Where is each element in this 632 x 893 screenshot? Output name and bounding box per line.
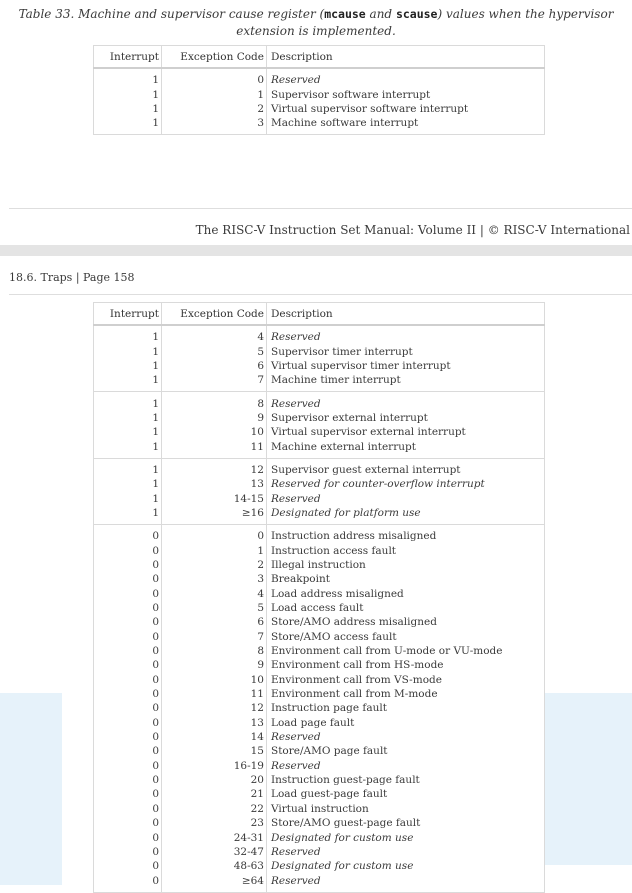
exception-code-cell: 32-47 — [162, 845, 267, 859]
exception-code-cell: 6 — [162, 359, 267, 373]
exception-code-cell: 21 — [162, 787, 267, 801]
description-cell: Load address misaligned — [267, 587, 545, 601]
row-group — [94, 458, 545, 524]
exception-code-cell: 13 — [162, 716, 267, 730]
interrupt-cell: 1 — [94, 425, 162, 439]
exception-code-cell: 12 — [162, 458, 267, 477]
row-group — [94, 325, 545, 392]
exception-code-cell: 11 — [162, 439, 267, 458]
interrupt-cell: 0 — [94, 543, 162, 557]
description-cell: Virtual supervisor external interrupt — [267, 425, 545, 439]
table-row — [94, 68, 545, 87]
interrupt-cell: 0 — [94, 644, 162, 658]
interrupt-cell: 0 — [94, 558, 162, 572]
interrupt-cell: 1 — [94, 439, 162, 458]
interrupt-cell: 0 — [94, 759, 162, 773]
interrupt-cell: 0 — [94, 773, 162, 787]
table-row — [94, 687, 545, 701]
description-cell: Supervisor guest external interrupt — [267, 458, 545, 477]
description-cell: Reserved — [267, 759, 545, 773]
description-cell: Reserved — [267, 845, 545, 859]
description-cell: Store/AMO address misaligned — [267, 615, 545, 629]
table-row — [94, 543, 545, 557]
row-group — [94, 392, 545, 458]
col-interrupt: Interrupt — [94, 46, 162, 69]
interrupt-cell: 1 — [94, 87, 162, 101]
exception-code-cell: 14 — [162, 730, 267, 744]
table-row — [94, 615, 545, 629]
exception-code-cell: 9 — [162, 411, 267, 425]
exception-code-cell: 20 — [162, 773, 267, 787]
exception-code-cell: 9 — [162, 658, 267, 672]
table-row — [94, 439, 545, 458]
description-cell: Load page fault — [267, 716, 545, 730]
description-cell: Reserved — [267, 325, 545, 344]
page-divider-bottom — [9, 208, 632, 209]
description-cell: Supervisor timer interrupt — [267, 344, 545, 358]
row-group — [94, 525, 545, 893]
interrupt-cell: 0 — [94, 673, 162, 687]
exception-code-cell: 6 — [162, 615, 267, 629]
table-row — [94, 525, 545, 544]
interrupt-cell: 1 — [94, 411, 162, 425]
table-row — [94, 325, 545, 344]
page-footer: The RISC-V Instruction Set Manual: Volume II | © RISC-V International — [195, 223, 630, 237]
table-row — [94, 644, 545, 658]
col-exception-code: Exception Code — [162, 46, 267, 69]
interrupt-cell: 0 — [94, 687, 162, 701]
description-cell: Store/AMO guest-page fault — [267, 816, 545, 830]
description-cell: Load guest-page fault — [267, 787, 545, 801]
exception-code-cell: 5 — [162, 344, 267, 358]
table-row — [94, 673, 545, 687]
watermark-right — [545, 693, 632, 865]
exception-code-cell: 13 — [162, 477, 267, 491]
table-row — [94, 859, 545, 873]
interrupt-cell: 1 — [94, 359, 162, 373]
description-cell: Breakpoint — [267, 572, 545, 586]
description-cell: Environment call from M-mode — [267, 687, 545, 701]
interrupt-cell: 1 — [94, 116, 162, 135]
table-row — [94, 773, 545, 787]
exception-code-cell: 3 — [162, 116, 267, 135]
mcause-register: mcause — [324, 7, 366, 21]
description-cell: Environment call from VS-mode — [267, 673, 545, 687]
table-row — [94, 716, 545, 730]
exception-code-cell: 4 — [162, 325, 267, 344]
interrupt-cell: 1 — [94, 325, 162, 344]
description-cell: Environment call from U-mode or VU-mode — [267, 644, 545, 658]
col-exception-code: Exception Code — [162, 303, 267, 326]
description-cell: Reserved — [267, 392, 545, 411]
table-row — [94, 787, 545, 801]
description-cell: Instruction page fault — [267, 701, 545, 715]
interrupt-cell: 1 — [94, 102, 162, 116]
description-cell: Load access fault — [267, 601, 545, 615]
table-row — [94, 845, 545, 859]
table-row — [94, 458, 545, 477]
interrupt-cell: 1 — [94, 477, 162, 491]
interrupt-cell: 0 — [94, 601, 162, 615]
exception-code-cell: 2 — [162, 102, 267, 116]
col-interrupt: Interrupt — [94, 303, 162, 326]
exception-code-cell: 8 — [162, 392, 267, 411]
description-cell: Virtual supervisor timer interrupt — [267, 359, 545, 373]
exception-code-cell: 0 — [162, 525, 267, 544]
cause-table-2 — [93, 302, 545, 893]
table-row — [94, 359, 545, 373]
table-row — [94, 759, 545, 773]
description-cell: Machine software interrupt — [267, 116, 545, 135]
exception-code-cell: 5 — [162, 601, 267, 615]
exception-code-cell: 7 — [162, 373, 267, 392]
table-row — [94, 601, 545, 615]
table-row — [94, 344, 545, 358]
interrupt-cell: 1 — [94, 392, 162, 411]
interrupt-cell: 0 — [94, 658, 162, 672]
table-row — [94, 411, 545, 425]
table-row — [94, 658, 545, 672]
exception-code-cell: ≥64 — [162, 873, 267, 892]
table-row — [94, 730, 545, 744]
row-group — [94, 68, 545, 135]
exception-code-cell: 1 — [162, 543, 267, 557]
interrupt-cell: 0 — [94, 802, 162, 816]
page-gap — [0, 245, 632, 256]
table-row — [94, 425, 545, 439]
exception-code-cell: 22 — [162, 802, 267, 816]
interrupt-cell: 0 — [94, 716, 162, 730]
table-caption: Table 33. Machine and supervisor cause register (mcause and scause) values when the hypervisor extension is implemented. — [18, 7, 614, 38]
exception-code-cell: 16-19 — [162, 759, 267, 773]
interrupt-cell: 1 — [94, 373, 162, 392]
exception-code-cell: 14-15 — [162, 491, 267, 505]
interrupt-cell: 0 — [94, 587, 162, 601]
interrupt-cell: 1 — [94, 344, 162, 358]
table-row — [94, 392, 545, 411]
description-cell: Reserved — [267, 491, 545, 505]
col-description: Description — [267, 303, 545, 326]
page-header: 18.6. Traps | Page 158 — [9, 271, 135, 284]
table-row — [94, 744, 545, 758]
table-row — [94, 816, 545, 830]
description-cell: Designated for platform use — [267, 506, 545, 525]
table-row — [94, 558, 545, 572]
exception-code-cell: 7 — [162, 630, 267, 644]
interrupt-cell: 0 — [94, 859, 162, 873]
exception-code-cell: 24-31 — [162, 830, 267, 844]
exception-code-cell: 12 — [162, 701, 267, 715]
exception-code-cell: 0 — [162, 68, 267, 87]
interrupt-cell: 0 — [94, 525, 162, 544]
table-row — [94, 802, 545, 816]
table-row — [94, 587, 545, 601]
interrupt-cell: 1 — [94, 491, 162, 505]
exception-code-cell: 8 — [162, 644, 267, 658]
exception-code-cell: 15 — [162, 744, 267, 758]
table-row — [94, 506, 545, 525]
exception-code-cell: 3 — [162, 572, 267, 586]
description-cell: Reserved — [267, 730, 545, 744]
exception-code-cell: 10 — [162, 673, 267, 687]
description-cell: Designated for custom use — [267, 830, 545, 844]
interrupt-cell: 1 — [94, 68, 162, 87]
watermark-left — [0, 693, 62, 885]
table-row — [94, 87, 545, 101]
exception-code-cell: ≥16 — [162, 506, 267, 525]
table-row — [94, 102, 545, 116]
interrupt-cell: 0 — [94, 744, 162, 758]
interrupt-cell: 0 — [94, 572, 162, 586]
exception-code-cell: 48-63 — [162, 859, 267, 873]
table-row — [94, 630, 545, 644]
exception-code-cell: 11 — [162, 687, 267, 701]
table-row — [94, 477, 545, 491]
table-row — [94, 116, 545, 135]
description-cell: Reserved — [267, 68, 545, 87]
table-row — [94, 701, 545, 715]
exception-code-cell: 1 — [162, 87, 267, 101]
description-cell: Virtual instruction — [267, 802, 545, 816]
interrupt-cell: 0 — [94, 630, 162, 644]
description-cell: Environment call from HS-mode — [267, 658, 545, 672]
interrupt-cell: 0 — [94, 845, 162, 859]
description-cell: Instruction address misaligned — [267, 525, 545, 544]
table-row — [94, 572, 545, 586]
description-cell: Store/AMO page fault — [267, 744, 545, 758]
description-cell: Instruction access fault — [267, 543, 545, 557]
description-cell: Reserved — [267, 873, 545, 892]
exception-code-cell: 2 — [162, 558, 267, 572]
description-cell: Virtual supervisor software interrupt — [267, 102, 545, 116]
description-cell: Store/AMO access fault — [267, 630, 545, 644]
interrupt-cell: 0 — [94, 830, 162, 844]
interrupt-cell: 1 — [94, 458, 162, 477]
exception-code-cell: 4 — [162, 587, 267, 601]
description-cell: Reserved for counter-overflow interrupt — [267, 477, 545, 491]
description-cell: Designated for custom use — [267, 859, 545, 873]
scause-register: scause — [395, 7, 438, 21]
interrupt-cell: 0 — [94, 701, 162, 715]
table-row — [94, 491, 545, 505]
page-divider-top — [9, 294, 632, 295]
description-cell: Supervisor software interrupt — [267, 87, 545, 101]
interrupt-cell: 0 — [94, 873, 162, 892]
description-cell: Supervisor external interrupt — [267, 411, 545, 425]
table-row — [94, 873, 545, 892]
exception-code-cell: 23 — [162, 816, 267, 830]
col-description: Description — [267, 46, 545, 69]
description-cell: Machine timer interrupt — [267, 373, 545, 392]
interrupt-cell: 0 — [94, 615, 162, 629]
cause-table-1 — [93, 45, 545, 135]
exception-code-cell: 10 — [162, 425, 267, 439]
table-row — [94, 830, 545, 844]
description-cell: Machine external interrupt — [267, 439, 545, 458]
description-cell: Illegal instruction — [267, 558, 545, 572]
table-row — [94, 373, 545, 392]
description-cell: Instruction guest-page fault — [267, 773, 545, 787]
interrupt-cell: 0 — [94, 730, 162, 744]
interrupt-cell: 0 — [94, 816, 162, 830]
interrupt-cell: 0 — [94, 787, 162, 801]
interrupt-cell: 1 — [94, 506, 162, 525]
